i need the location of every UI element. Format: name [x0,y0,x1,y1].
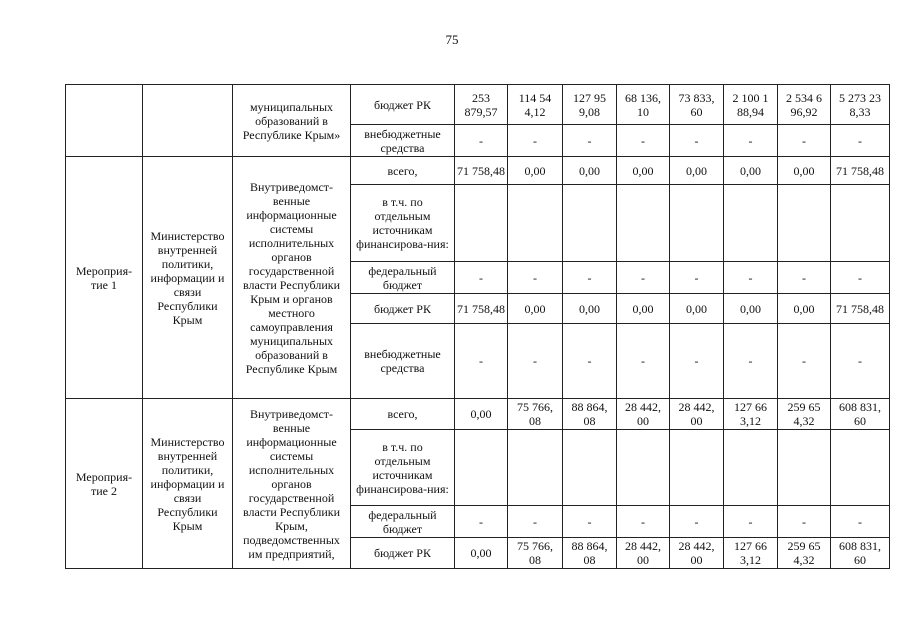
table-row [66,157,890,185]
value-cell: - [617,262,670,294]
value-cell: 0,00 [455,538,508,569]
value-cell: 28 442, 00 [670,538,724,569]
value-cell: - [455,262,508,294]
value-cell: 68 136, 10 [617,85,670,125]
value-cell: - [563,324,617,399]
value-cell: 127 66 3,12 [724,399,778,430]
value-cell: 28 442, 00 [617,538,670,569]
source-cell: бюджет РК [351,85,455,125]
page-number: 75 [445,32,459,47]
value-cell: 0,00 [455,399,508,430]
measure-name: Мероприя-тие 2 [66,399,143,569]
value-cell: - [724,262,778,294]
value-cell: - [455,506,508,538]
value-cell [617,185,670,262]
value-cell [778,185,831,262]
value-cell: 88 864, 08 [563,399,617,430]
value-cell: - [724,125,778,157]
value-cell [508,185,563,262]
value-cell [617,430,670,506]
value-cell: - [617,125,670,157]
value-cell [563,185,617,262]
value-cell: 253 879,57 [455,85,508,125]
value-cell: - [831,506,890,538]
value-cell: - [617,506,670,538]
measure-description: Внутриведомст-венные информационные системы исполнительных органов государственной власти Республики Крым и органов местного самоуправления муниципальных образований в Республике Крым [233,157,351,399]
value-cell: - [724,506,778,538]
value-cell: 28 442, 00 [617,399,670,430]
value-cell: - [778,506,831,538]
value-cell: 0,00 [670,157,724,185]
funding-table [65,84,890,569]
value-cell [508,430,563,506]
value-cell: 0,00 [778,294,831,324]
value-cell [563,430,617,506]
value-cell: 28 442, 00 [670,399,724,430]
value-cell: - [724,324,778,399]
value-cell: - [778,324,831,399]
value-cell: 0,00 [563,294,617,324]
value-cell: 127 66 3,12 [724,538,778,569]
value-cell [670,185,724,262]
executor-name: Министерство внутренней политики, информации и связи Республики Крым [143,399,233,569]
value-cell: 71 758,48 [831,294,890,324]
value-cell [831,430,890,506]
value-cell: 2 100 1 88,94 [724,85,778,125]
value-cell: - [778,125,831,157]
value-cell: 259 65 4,32 [778,538,831,569]
value-cell: 2 534 6 96,92 [778,85,831,125]
measure-name: Мероприя-тие 1 [66,157,143,399]
value-cell: 71 758,48 [455,294,508,324]
executor-cell [143,85,233,157]
value-cell: 0,00 [508,294,563,324]
value-cell: - [508,262,563,294]
value-cell: 88 864, 08 [563,538,617,569]
value-cell: - [508,506,563,538]
source-cell: в т.ч. по отдельным источникам финансирова-ния: [351,430,455,506]
value-cell: - [508,125,563,157]
value-cell: 259 65 4,32 [778,399,831,430]
value-cell: 5 273 23 8,33 [831,85,890,125]
value-cell [778,430,831,506]
value-cell: 0,00 [724,157,778,185]
value-cell: - [563,125,617,157]
value-cell [724,430,778,506]
description-cell: муниципальных образований в Республике Крым» [233,85,351,157]
value-cell: - [831,125,890,157]
value-cell [724,185,778,262]
source-cell: внебюджетные средства [351,324,455,399]
value-cell: 0,00 [778,157,831,185]
source-cell: в т.ч. по отдельным источникам финансирова-ния: [351,185,455,262]
source-cell: внебюджетные средства [351,125,455,157]
value-cell: - [508,324,563,399]
source-cell: федеральный бюджет [351,506,455,538]
value-cell: 0,00 [617,157,670,185]
value-cell [831,185,890,262]
table-row [66,85,890,125]
value-cell: 114 54 4,12 [508,85,563,125]
value-cell: 73 833, 60 [670,85,724,125]
value-cell: - [455,324,508,399]
value-cell: - [831,324,890,399]
value-cell: - [831,262,890,294]
value-cell: 71 758,48 [455,157,508,185]
value-cell: 71 758,48 [831,157,890,185]
value-cell: - [778,262,831,294]
value-cell: 127 95 9,08 [563,85,617,125]
value-cell [455,430,508,506]
value-cell: 0,00 [563,157,617,185]
executor-name: Министерство внутренней политики, информации и связи Республики Крым [143,157,233,399]
source-cell: всего, [351,157,455,185]
source-cell: федеральный бюджет [351,262,455,294]
source-cell: всего, [351,399,455,430]
value-cell: 0,00 [617,294,670,324]
value-cell: - [617,324,670,399]
measure-cell [66,85,143,157]
value-cell [670,430,724,506]
value-cell: 0,00 [724,294,778,324]
source-cell: бюджет РК [351,538,455,569]
measure-description: Внутриведомст-венные информационные системы исполнительных органов государственной власти Республики Крым, подведомственных им предприятий, [233,399,351,569]
value-cell: - [670,262,724,294]
value-cell [455,185,508,262]
value-cell: - [563,506,617,538]
value-cell: 0,00 [670,294,724,324]
value-cell: - [670,324,724,399]
value-cell: 608 831, 60 [831,399,890,430]
value-cell: - [670,506,724,538]
table-row [66,399,890,430]
value-cell: - [563,262,617,294]
value-cell: 75 766, 08 [508,399,563,430]
value-cell: 608 831, 60 [831,538,890,569]
value-cell: - [670,125,724,157]
value-cell: 75 766, 08 [508,538,563,569]
value-cell: - [455,125,508,157]
value-cell: 0,00 [508,157,563,185]
source-cell: бюджет РК [351,294,455,324]
